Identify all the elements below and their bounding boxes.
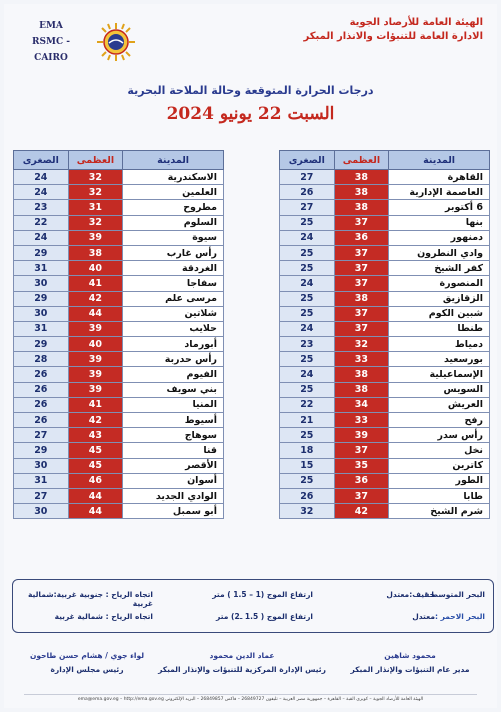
table-row xyxy=(14,185,224,200)
city-cell: بورسعيد xyxy=(389,352,490,367)
org-name: الهيئة العامة للأرصاد الجوية xyxy=(349,17,483,28)
max-temp-cell: 45 xyxy=(68,443,123,458)
table-row xyxy=(14,413,224,428)
min-temp-cell: 26 xyxy=(14,382,69,397)
signature-central-head xyxy=(157,649,327,677)
min-temp-cell: 15 xyxy=(280,458,335,473)
signature-name: عماد الدين محمود xyxy=(209,651,275,660)
city-cell: الغردقة xyxy=(123,261,224,276)
min-temp-cell: 30 xyxy=(14,504,69,519)
footer-contact: الهيئة العامة للأرصاد الجوية – كوبري القبة – القاهرة – جمهورية مصر العربية – تليفون 26849727 – فاكس 26849857 – البريد الإلكتروني ema@ema.gov.eg – http://ema.gov.eg xyxy=(24,694,477,702)
table-row xyxy=(14,337,224,352)
min-temp-cell: 31 xyxy=(14,473,69,488)
signature-title: مدير عام التنبؤات والإنذار المبكر xyxy=(350,665,470,674)
min-temp-cell: 25 xyxy=(280,291,335,306)
min-temp-cell: 25 xyxy=(280,352,335,367)
max-temp-cell: 33 xyxy=(334,352,389,367)
max-temp-cell: 36 xyxy=(334,230,389,245)
min-temp-cell: 24 xyxy=(280,321,335,336)
min-temp-cell: 32 xyxy=(280,504,335,519)
min-temp-cell: 29 xyxy=(14,443,69,458)
table-row xyxy=(14,352,224,367)
min-temp-cell: 25 xyxy=(280,261,335,276)
table-row xyxy=(280,382,490,397)
city-cell: القاهرة xyxy=(389,170,490,185)
sea-conditions-box xyxy=(12,579,494,633)
max-temp-cell: 37 xyxy=(334,321,389,336)
col-city: المدينة xyxy=(123,151,224,170)
table-row xyxy=(280,261,490,276)
min-temp-cell: 27 xyxy=(280,200,335,215)
city-cell: نخل xyxy=(389,443,490,458)
max-temp-cell: 32 xyxy=(68,185,123,200)
table-row xyxy=(14,428,224,443)
max-temp-cell: 31 xyxy=(68,200,123,215)
ema-logo-icon xyxy=(96,22,136,62)
city-cell: بنها xyxy=(389,215,490,230)
city-cell: العاصمة الإدارية xyxy=(389,185,490,200)
med-wave: ارتفاع الموج (1 – 1.5 ) متر xyxy=(212,590,313,599)
med-state: خفيف:معتدل xyxy=(386,590,435,599)
min-temp-cell: 25 xyxy=(280,473,335,488)
max-temp-cell: 37 xyxy=(334,276,389,291)
bulletin-page xyxy=(4,4,497,708)
table-row xyxy=(280,413,490,428)
red-sea-row xyxy=(13,612,493,628)
max-temp-cell: 38 xyxy=(334,382,389,397)
max-temp-cell: 39 xyxy=(68,367,123,382)
header-right xyxy=(253,16,483,44)
min-temp-cell: 31 xyxy=(14,321,69,336)
table-row xyxy=(14,170,224,185)
table-row xyxy=(280,276,490,291)
table-row xyxy=(14,276,224,291)
city-cell: الإسماعيلية xyxy=(389,367,490,382)
city-cell: حلايب xyxy=(123,321,224,336)
city-cell: رأس غارب xyxy=(123,245,224,260)
min-temp-cell: 25 xyxy=(280,306,335,321)
max-temp-cell: 39 xyxy=(334,428,389,443)
max-temp-cell: 32 xyxy=(68,170,123,185)
min-temp-cell: 29 xyxy=(14,245,69,260)
temperature-table-right xyxy=(279,150,490,519)
city-cell: العريش xyxy=(389,397,490,412)
col-min: الصغرى xyxy=(14,151,69,170)
max-temp-cell: 38 xyxy=(68,245,123,260)
table-row xyxy=(280,473,490,488)
city-cell: دمياط xyxy=(389,337,490,352)
city-cell: مرسى علم xyxy=(123,291,224,306)
table-row xyxy=(14,367,224,382)
max-temp-cell: 39 xyxy=(68,321,123,336)
signature-chairman xyxy=(22,649,152,677)
med-label: البحر المتوسط : xyxy=(424,590,485,599)
max-temp-cell: 43 xyxy=(68,428,123,443)
city-cell: قنا xyxy=(123,443,224,458)
table-row xyxy=(280,185,490,200)
city-cell: السويس xyxy=(389,382,490,397)
table-row xyxy=(14,488,224,503)
city-cell: كاترين xyxy=(389,458,490,473)
table-row xyxy=(14,261,224,276)
table-row xyxy=(14,397,224,412)
table-row xyxy=(14,306,224,321)
table-row xyxy=(14,230,224,245)
city-cell: الزقازيق xyxy=(389,291,490,306)
max-temp-cell: 38 xyxy=(334,170,389,185)
bulletin-title: درجات الحرارة المتوقعة وحالة الملاحة البحرية xyxy=(127,84,374,97)
city-cell: أبورماد xyxy=(123,337,224,352)
city-cell: كفر الشيخ xyxy=(389,261,490,276)
city-cell: شرم الشيخ xyxy=(389,504,490,519)
city-cell: الاسكندرية xyxy=(123,170,224,185)
table-row xyxy=(280,397,490,412)
city-cell: الطور xyxy=(389,473,490,488)
col-max: العظمى xyxy=(68,151,123,170)
table-row xyxy=(14,291,224,306)
max-temp-cell: 33 xyxy=(334,413,389,428)
table-row xyxy=(280,230,490,245)
max-temp-cell: 35 xyxy=(334,458,389,473)
max-temp-cell: 34 xyxy=(334,397,389,412)
max-temp-cell: 38 xyxy=(334,367,389,382)
min-temp-cell: 25 xyxy=(280,428,335,443)
red-state: معتدل xyxy=(412,612,435,621)
table-row xyxy=(280,352,490,367)
table-row xyxy=(14,245,224,260)
max-temp-cell: 39 xyxy=(68,382,123,397)
city-cell: شبين الكوم xyxy=(389,306,490,321)
min-temp-cell: 25 xyxy=(280,382,335,397)
table-row xyxy=(280,291,490,306)
min-temp-cell: 24 xyxy=(280,367,335,382)
red-wave: ارتفاع الموج ( 1.5 ـ2) متر xyxy=(216,612,313,621)
max-temp-cell: 36 xyxy=(334,473,389,488)
max-temp-cell: 32 xyxy=(68,215,123,230)
max-temp-cell: 32 xyxy=(334,337,389,352)
table-row xyxy=(280,200,490,215)
col-min: الصغرى xyxy=(280,151,335,170)
city-cell: الأقصر xyxy=(123,458,224,473)
min-temp-cell: 24 xyxy=(14,170,69,185)
city-cell: شلاتين xyxy=(123,306,224,321)
city-cell: السلوم xyxy=(123,215,224,230)
city-cell: رأس سدر xyxy=(389,428,490,443)
table-row xyxy=(14,458,224,473)
max-temp-cell: 37 xyxy=(334,443,389,458)
min-temp-cell: 24 xyxy=(280,276,335,291)
table-row xyxy=(14,215,224,230)
max-temp-cell: 46 xyxy=(68,473,123,488)
table-row xyxy=(280,488,490,503)
table-row xyxy=(280,443,490,458)
city-cell: أسيوط xyxy=(123,413,224,428)
max-temp-cell: 40 xyxy=(68,261,123,276)
city-cell: أبو سمبل xyxy=(123,504,224,519)
city-cell: طنطا xyxy=(389,321,490,336)
city-cell: أسوان xyxy=(123,473,224,488)
min-temp-cell: 29 xyxy=(14,291,69,306)
min-temp-cell: 26 xyxy=(14,367,69,382)
table-row xyxy=(280,321,490,336)
min-temp-cell: 29 xyxy=(14,337,69,352)
table-row xyxy=(14,473,224,488)
min-temp-cell: 24 xyxy=(14,230,69,245)
signature-name: لواء جوي / هشام حسن طاحون xyxy=(29,651,145,660)
city-cell: وادي النطرون xyxy=(389,245,490,260)
min-temp-cell: 27 xyxy=(14,428,69,443)
min-temp-cell: 26 xyxy=(280,185,335,200)
min-temp-cell: 30 xyxy=(14,458,69,473)
min-temp-cell: 24 xyxy=(14,185,69,200)
max-temp-cell: 37 xyxy=(334,306,389,321)
city-cell: الفيوم xyxy=(123,367,224,382)
table-row xyxy=(280,215,490,230)
max-temp-cell: 38 xyxy=(334,185,389,200)
city-cell: مطروح xyxy=(123,200,224,215)
min-temp-cell: 22 xyxy=(280,397,335,412)
city-cell: العلمين xyxy=(123,185,224,200)
city-cell: دمنهور xyxy=(389,230,490,245)
min-temp-cell: 22 xyxy=(14,215,69,230)
city-cell: الوادي الجديد xyxy=(123,488,224,503)
max-temp-cell: 39 xyxy=(68,352,123,367)
table-row xyxy=(280,428,490,443)
max-temp-cell: 40 xyxy=(68,337,123,352)
max-temp-cell: 42 xyxy=(68,291,123,306)
min-temp-cell: 23 xyxy=(14,200,69,215)
max-temp-cell: 44 xyxy=(68,488,123,503)
table-row xyxy=(14,200,224,215)
max-temp-cell: 38 xyxy=(334,200,389,215)
min-temp-cell: 30 xyxy=(14,276,69,291)
max-temp-cell: 37 xyxy=(334,245,389,260)
max-temp-cell: 37 xyxy=(334,488,389,503)
signature-title: رئيس مجلس الإدارة xyxy=(50,665,124,674)
city-cell: طابا xyxy=(389,488,490,503)
temperature-table-left xyxy=(13,150,224,519)
rsmc-label: RSMC - CAIRO xyxy=(32,37,70,63)
min-temp-cell: 21 xyxy=(280,413,335,428)
table-row xyxy=(14,504,224,519)
city-cell: المنصورة xyxy=(389,276,490,291)
city-cell: المنيا xyxy=(123,397,224,412)
min-temp-cell: 30 xyxy=(14,306,69,321)
bulletin-date: السبت 22 يونيو 2024 xyxy=(166,104,335,124)
city-cell: بني سويف xyxy=(123,382,224,397)
max-temp-cell: 42 xyxy=(68,413,123,428)
table-row xyxy=(280,245,490,260)
max-temp-cell: 42 xyxy=(334,504,389,519)
max-temp-cell: 39 xyxy=(68,230,123,245)
min-temp-cell: 24 xyxy=(280,230,335,245)
min-temp-cell: 23 xyxy=(280,337,335,352)
table-row xyxy=(14,382,224,397)
signature-title: رئيس الإدارة المركزية للتنبؤات والإنذار المبكر xyxy=(158,665,326,674)
col-city: المدينة xyxy=(389,151,490,170)
max-temp-cell: 44 xyxy=(68,306,123,321)
min-temp-cell: 26 xyxy=(280,488,335,503)
table-row xyxy=(280,458,490,473)
max-temp-cell: 44 xyxy=(68,504,123,519)
min-temp-cell: 26 xyxy=(14,397,69,412)
med-wind: اتجاه الرياح : جنوبية غربية:شمالية غربية xyxy=(27,590,153,608)
city-cell: رفح xyxy=(389,413,490,428)
table-row xyxy=(280,170,490,185)
max-temp-cell: 41 xyxy=(68,276,123,291)
table-row xyxy=(14,443,224,458)
ema-abbr: EMA xyxy=(39,21,63,31)
city-cell: سوهاج xyxy=(123,428,224,443)
min-temp-cell: 31 xyxy=(14,261,69,276)
red-wind: اتجاه الرياح : شمالية غربية xyxy=(54,612,153,621)
mediterranean-row xyxy=(13,590,493,606)
table-row xyxy=(14,321,224,336)
min-temp-cell: 26 xyxy=(14,413,69,428)
max-temp-cell: 45 xyxy=(68,458,123,473)
max-temp-cell: 37 xyxy=(334,215,389,230)
min-temp-cell: 25 xyxy=(280,215,335,230)
min-temp-cell: 25 xyxy=(280,245,335,260)
table-row xyxy=(280,504,490,519)
table-row xyxy=(280,367,490,382)
org-department: الادارة العامة للتنبؤات والانذار المبكر xyxy=(303,31,483,42)
max-temp-cell: 37 xyxy=(334,261,389,276)
min-temp-cell: 27 xyxy=(14,488,69,503)
col-max: العظمى xyxy=(334,151,389,170)
city-cell: 6 أكتوبر xyxy=(389,200,490,215)
min-temp-cell: 27 xyxy=(280,170,335,185)
min-temp-cell: 28 xyxy=(14,352,69,367)
max-temp-cell: 41 xyxy=(68,397,123,412)
header-left xyxy=(16,18,86,66)
min-temp-cell: 18 xyxy=(280,443,335,458)
red-label: البحر الاحمر : xyxy=(435,612,485,621)
city-cell: سفاجا xyxy=(123,276,224,291)
table-row xyxy=(280,306,490,321)
signature-director xyxy=(335,649,485,677)
table-row xyxy=(280,337,490,352)
signature-name: محمود شاهين xyxy=(384,651,436,660)
city-cell: سيوة xyxy=(123,230,224,245)
city-cell: رأس حدربة xyxy=(123,352,224,367)
max-temp-cell: 38 xyxy=(334,291,389,306)
